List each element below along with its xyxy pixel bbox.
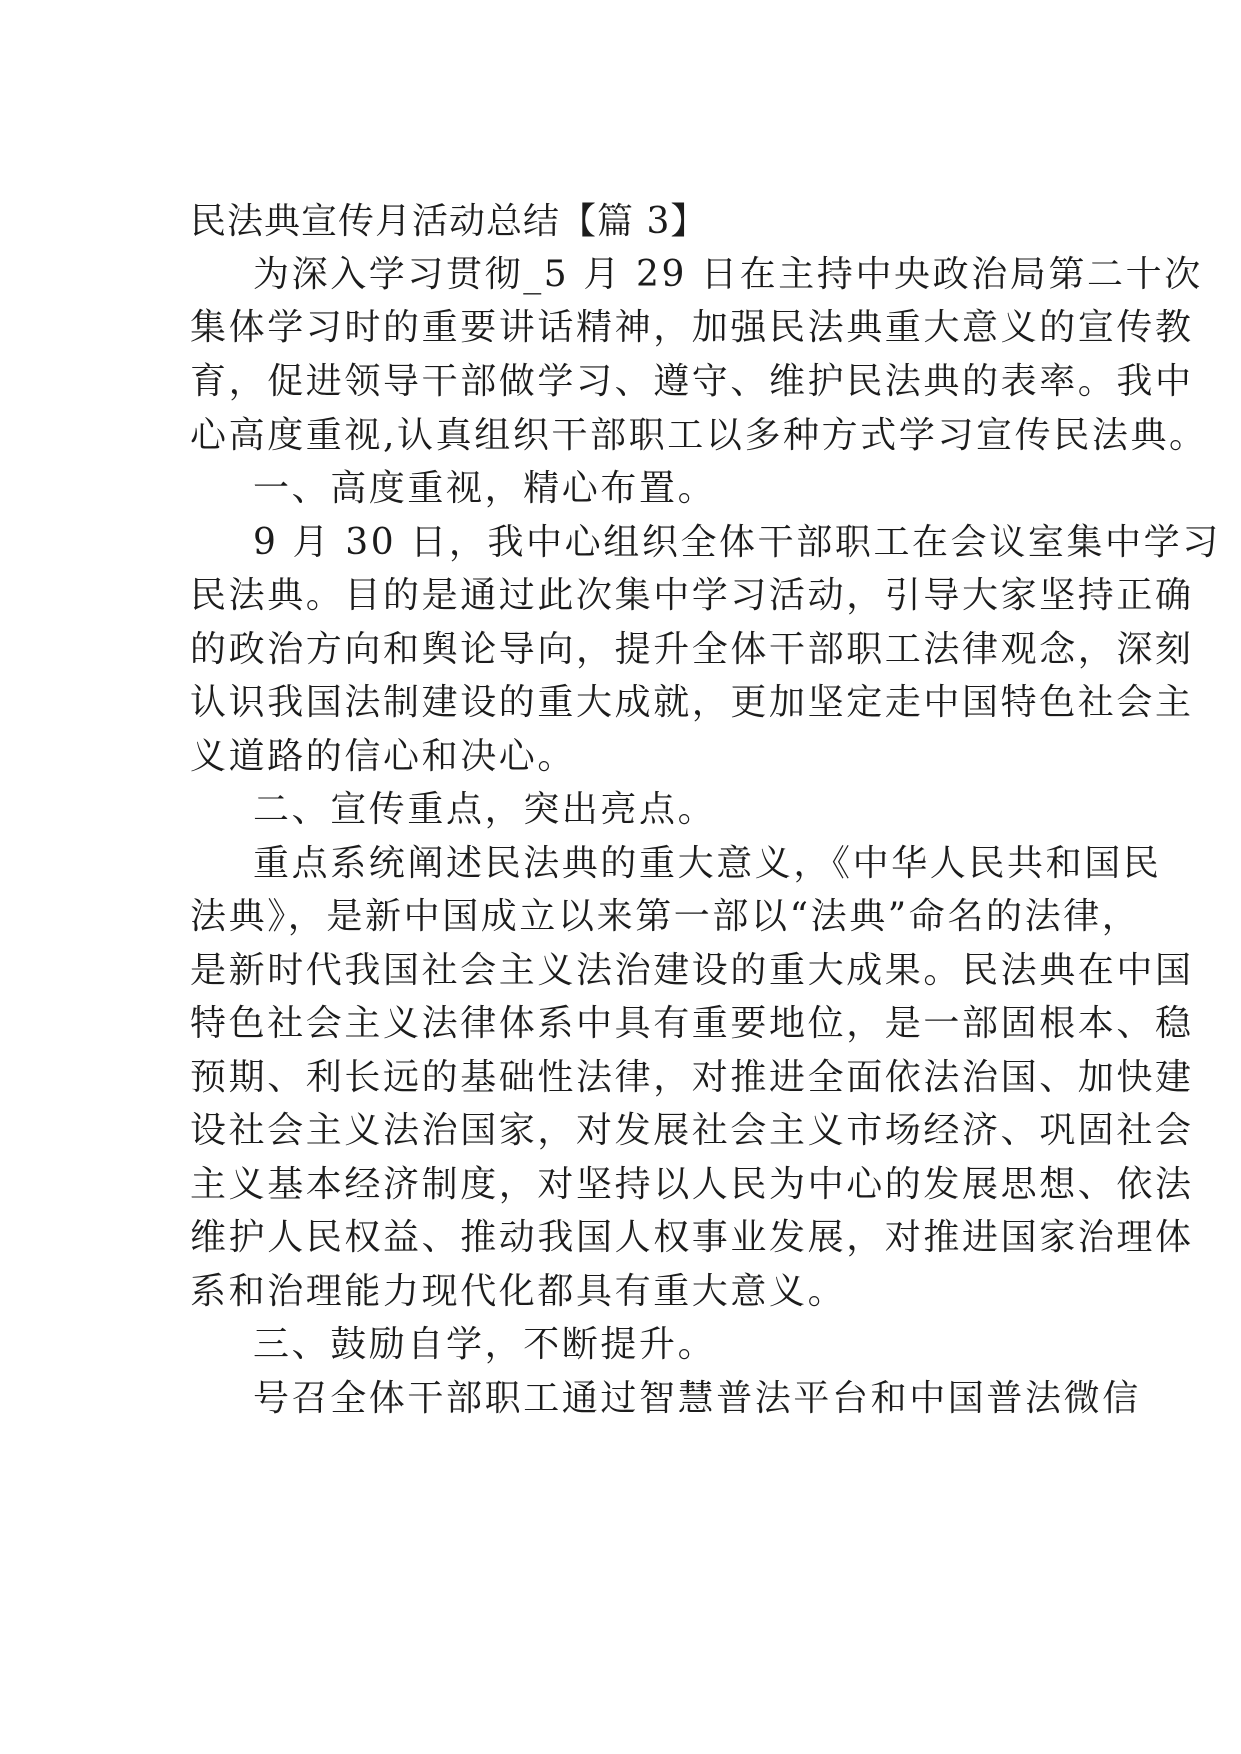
section-heading-2: 二、宣传重点，突出亮点。	[253, 789, 717, 830]
paragraph-line: 维护人民权益、推动我国人权事业发展，对推进国家治理体	[190, 1217, 1194, 1258]
section-heading-3: 三、鼓励自学，不断提升。	[253, 1324, 717, 1365]
paragraph-line: 系和治理能力现代化都具有重大意义。	[190, 1271, 847, 1312]
paragraph-line: 预期、利长远的基础性法律，对推进全面依法治国、加快建	[190, 1057, 1194, 1098]
paragraph-line: 特色社会主义法律体系中具有重要地位，是一部固根本、稳	[190, 1003, 1194, 1044]
section-heading-1: 一、高度重视，精心布置。	[253, 468, 717, 509]
paragraph-line: 民法典。目的是通过此次集中学习活动，引导大家坚持正确	[190, 575, 1194, 616]
paragraph-line: 心高度重视,认真组织干部职工以多种方式学习宣传民法典。	[190, 415, 1208, 456]
paragraph-line: 为深入学习贯彻_5 月 29 日在主持中央政治局第二十次	[253, 254, 1203, 295]
paragraph-line: 的政治方向和舆论导向，提升全体干部职工法律观念，深刻	[190, 629, 1194, 670]
paragraph-line: 9 月 30 日，我中心组织全体干部职工在会议室集中学习	[253, 522, 1221, 563]
paragraph-line: 认识我国法制建设的重大成就，更加坚定走中国特色社会主	[190, 682, 1194, 723]
paragraph-line: 主义基本经济制度，对坚持以人民为中心的发展思想、依法	[190, 1164, 1194, 1205]
paragraph-line: 号召全体干部职工通过智慧普法平台和中国普法微信	[253, 1378, 1141, 1419]
paragraph-line: 法典》，是新中国成立以来第一部以“法典”命名的法律，	[190, 896, 1141, 937]
document-title: 民法典宣传月活动总结【篇 3】	[190, 201, 708, 242]
paragraph-line: 设社会主义法治国家，对发展社会主义市场经济、巩固社会	[190, 1110, 1194, 1151]
paragraph-line: 育，促进领导干部做学习、遵守、维护民法典的表率。我中	[190, 361, 1194, 402]
paragraph-line: 重点系统阐述民法典的重大意义，《中华人民共和国民	[253, 843, 1162, 884]
paragraph-line: 义道路的信心和决心。	[190, 736, 577, 777]
paragraph-line: 集体学习时的重要讲话精神，加强民法典重大意义的宣传教	[190, 307, 1194, 348]
paragraph-line: 是新时代我国社会主义法治建设的重大成果。民法典在中国	[190, 950, 1194, 991]
